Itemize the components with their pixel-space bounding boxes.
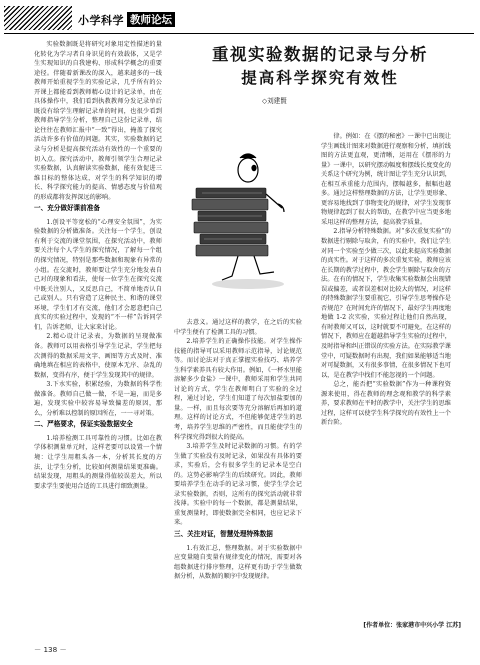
section-heading: 一、充分做好课前准备 (34, 204, 100, 213)
paragraph: 1.有效汇总，整理数据。对于实验数据中应变量随自变量有规律变化的情况，需要对各组数据进行排序整理，这样更有助于学生做数据分析，从数据的顺序中发现规律。 (174, 544, 302, 581)
paragraph: 律。例如：在《摆的秘密》一课中已出现让学生画线计图来对数据进行观察和分析，填折线图的方法更直观，更清晰，运用在《摆形的力量》一课中，以研究摆动幅度和摆线长度变化的关系这个研究为例，统计图让学生充分认识到，在相互承重能力范围内，摆幅越多，振幅也越多。通过这样整理数据的方法，让学生更形象、更容易地找到了事物变化的规律，对学生发现事物规律起到了很大的帮助，在教学中应当更多地采用这样的整理方法，提高教学质量。 (321, 133, 451, 226)
page-number: － 138 － (34, 645, 67, 654)
author-affiliation: [作者单位：张家港市中兴小学 江苏] (363, 622, 461, 629)
article-title-block (170, 44, 470, 136)
book-stack (192, 188, 268, 256)
paragraph: 2.精心设计记录表，为数据的呈现做准备。教师可以用表格引导学生记录，学生把每次测得的数据采用文字、画图等方式及时、准确地填在相应的表格中，使原本无序、杂乱的数据，变得有序，便于学生发现其中的规律。 (34, 333, 162, 379)
text-column-1 (34, 40, 162, 636)
hatch-decoration (4, 6, 72, 30)
column-tag: 教师论坛 (127, 12, 175, 27)
paragraph: 3.培养学生及时记录数据的习惯。有的学生做了实验没有及时记录，如果没有具体的要求，实验后，会有很多学生的记录本是空白的。这势必影响学生的后续研究。因此，教师要培养学生在动手的记录习惯，使学生学会记录实验数据，否则，这所有的探究活动就非常浅薄。实验中的每一个数据，都是测量结果，重复测量时，即使数据完全相同，也应记录下来。 (174, 443, 302, 527)
author-line: ◇刘建賢 (262, 97, 287, 105)
paragraph: 实验数据既是将研究对象用定性描述的量化转化为学习者自身识见的有效载体，又是学生实现知识的自我建构、形成科学概念的重要途径。伴随着新课改的深入，越来越多的一线教师开始重视学生的实验记录，几乎所有的公开课上都能看到教师精心设计的记录单，由在具体操作中，我们看到执教教师分发记录单后既没有给学生理解记录单的时间，也很少看到教师指导学生分析，整理自己这份记录单，结论往往在教师汇报中“一致”得出，掩盖了探究活动许多有价值的问题。其实，实验数据的记录与分析是提高探究活动有效性的一个重要的切入点。探究活动中，教师引领学生合理记录实验数据，认真解读实验数据，能有效促进三维目标的整体达成，对学生的科学知识的增长、科学探究能力的提高、情感态度与价值观的形成都将发挥深远的影响。 (34, 41, 162, 201)
text-column-2 (174, 318, 302, 636)
section-title: 小学科学 (78, 14, 124, 27)
stick-figure-with-books-illustration (178, 148, 308, 308)
paragraph: 去意义。通过这样的教学，在之后的实验中学生便有了检测工具的习惯。 (174, 319, 302, 336)
page-header (0, 0, 480, 38)
paragraph: 1.培养检测工具可靠性的习惯。比如在教学体积测量单元时，这样老要可以设置一个情境：让学生用粗头各一本，分析其长度的方法，让学生分析，比较如何测量结果更准确。结果发现，用粗头的测量得值较误差大，所以要求学生要使用合适的工具进行细致测量。 (34, 434, 162, 490)
paragraph: 1.创设平等宽松的“心理安全氛围”，为实验数据的分析做准备。关注每一个学生，创设有利于交流的课堂氛围，在探究活动中，教师要关注每个人学生的探究情况，了解每一个组的探究情况，特别是那些数据和现象有异常的小组。在交流时，教师要让学生充分地发表自己对的现象和看法，使每一位学生在探究交流中既关注别人，又反思自己，不简单地否认自己或别人。只有营造了这种民主、和谐的课堂环境，学生们才有交流，他们才会愿意把自己真实的实验过程中，发现的“不一样”告诉同学们，告诉老师，让大家来讨论。 (34, 218, 162, 331)
article-subtitle: 提高科学探究有效性 (241, 68, 399, 87)
paragraph: 3.下水实验，积累经验，为数据的科学性做准备。教师自己做一做，不是一遍，而是多遍，发现实验中较容易导致偏差的原因，那么，分析难以控制的原因所在，一一寻对策。 (34, 381, 162, 417)
section-heading: 三、关注对证，智慧处理特殊数据 (174, 530, 273, 539)
paragraph: 2.指导分析特殊数据。对“多次重复实验”的数据进行剔除与取舍，有的实验中，我们让学生对同一个实验至少做三次，以此来提高实验数据的真实性。对于这样的多次重复实验，教师应该在长期的教学过程中，教会学生剔除与取舍的方法。在有的情况下，学生收集实验数据会出现错误或偏差，或者误差相对比较大的情况，对这样的特殊数据学生要重视它，引导学生思考操作是否规范？在时间允许的情况下，最好学生再度地地做 1-2 次实验，实验过程让他们自然出现，有时教师又可以，这时就要不可避免，在这样的情况下，教师应在超越指导学生实验的过程中，及时指导和纠正错误的实验方法。在实际教学课堂中，可疑数据时有出现，我们如果能够适当地对可疑数据，又有很多事情，在很多情况下也可以，是在教学中找们不能忽视的一个问题。 (321, 228, 451, 379)
section-heading: 二、严格要求，保证实验数据安全 (34, 420, 133, 429)
paragraph: 2.培养学生的正确操作技能。对学生操作技能的指导可以采用教师示范指导，讨论规范等。而讨论法对于真正掌握实验技巧、培养学生科学素养具有较大作用。例如，《一杯水里能溶解多少食盐》一课中，教师采用和学生共同讨论的方式，学生在教师明白了实验的全过程，通过讨论，学生们知道了每次加盐要加的量。一样，而且每次要等充分溶解后再加的道理。这样的讨论方式，不但能够促进学生的思考，培养学生思维的严密性，而且能使学生的科学探究得到很大的提高。 (174, 338, 302, 441)
header-rule (4, 33, 474, 34)
article-title: 重视实验数据的记录与分析 (212, 45, 428, 64)
text-column-3 (321, 132, 451, 630)
paragraph: 总之，能否把“实验数据”作为一种课程资源来使用，得在教师的理念观和教学的科学素养，要求教师在平时的教学中，关注学生的思维过程，这样可以使学生科学探究的有效性上一个新台阶。 (321, 381, 451, 427)
